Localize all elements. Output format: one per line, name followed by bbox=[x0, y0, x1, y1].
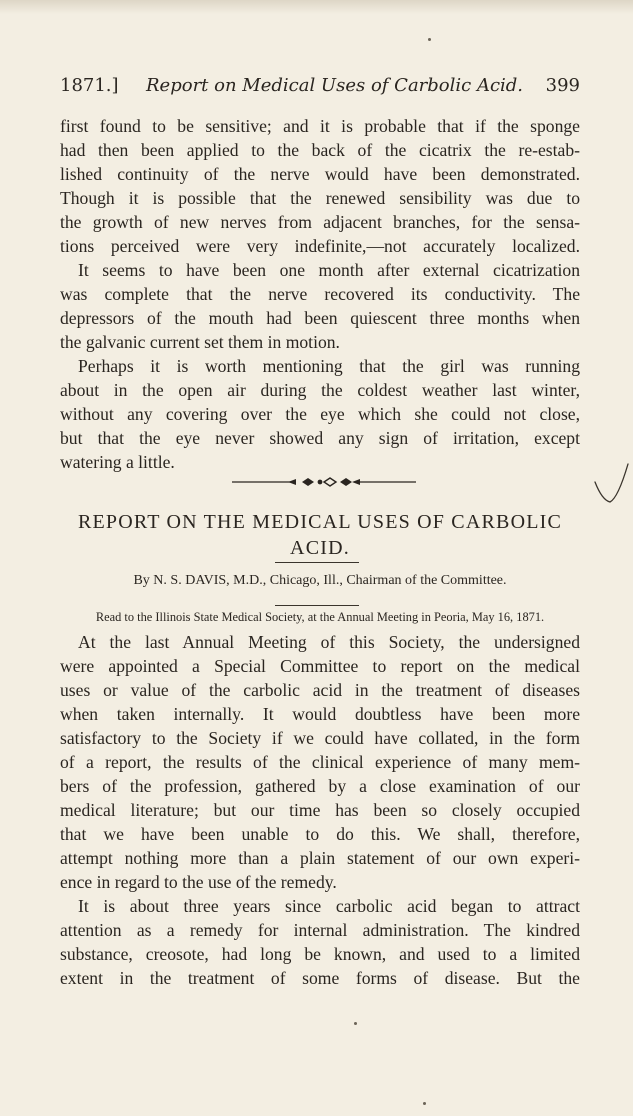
running-header bbox=[60, 72, 580, 100]
text-line: when taken internally. It would doubtless have been more bbox=[60, 704, 580, 724]
text-line: It seems to have been one month after external cicatrization bbox=[78, 260, 580, 280]
text-line: without any covering over the eye which she could not close, bbox=[60, 404, 580, 424]
text-line: Perhaps it is worth mentioning that the girl was running bbox=[78, 356, 580, 376]
paper-speck bbox=[354, 1022, 357, 1025]
text-line: satisfactory to the Society if we could have collated, in the form bbox=[60, 728, 580, 748]
article-title-line-2: ACID. bbox=[290, 537, 350, 559]
header-year: 1871.] bbox=[60, 75, 119, 96]
margin-check-mark-icon bbox=[592, 460, 632, 510]
text-line: the galvanic current set them in motion. bbox=[60, 332, 340, 352]
text-line: bers of the profession, gathered by a close examination of our bbox=[60, 776, 580, 796]
text-line: were appointed a Special Committee to report on the medical bbox=[60, 656, 580, 676]
text-line: about in the open air during the coldest weather last winter, bbox=[60, 380, 580, 400]
read-note: Read to the Illinois State Medical Society, at the Annual Meeting in Peoria, May 16, 1871. bbox=[95, 610, 545, 624]
text-line: extent in the treatment of some forms of disease. But the bbox=[60, 968, 580, 988]
text-line: medical literature; but our time has been so closely occupied bbox=[60, 800, 580, 820]
page-top-edge bbox=[0, 0, 633, 14]
article-title-line-1: REPORT ON THE MEDICAL USES OF CARBOLIC bbox=[77, 511, 563, 533]
text-line: Though it is possible that the renewed sensibility was due to bbox=[60, 188, 580, 208]
text-line: but that the eye never showed any sign of irritation, except bbox=[60, 428, 580, 448]
text-line: attention as a remedy for internal administration. The kindred bbox=[60, 920, 580, 940]
text-line: attempt nothing more than a plain statement of our own experi- bbox=[60, 848, 580, 868]
running-title: Report on Medical Uses of Carbolic Acid. bbox=[146, 75, 524, 96]
text-line: was complete that the nerve recovered its conductivity. The bbox=[60, 284, 580, 304]
text-line: ence in regard to the use of the remedy. bbox=[60, 872, 337, 892]
text-line: depressors of the mouth had been quiescent three months when bbox=[60, 308, 580, 328]
text-line: of a report, the results of the clinical experience of many mem- bbox=[60, 752, 580, 772]
text-line: watering a little. bbox=[60, 452, 175, 472]
text-line: had then been applied to the back of the cicatrix the re-estab- bbox=[60, 140, 580, 160]
text-line: that we have been unable to do this. We shall, therefore, bbox=[60, 824, 580, 844]
article-author: By N. S. DAVIS, M.D., Chicago, Ill., Chairman of the Committee. bbox=[133, 573, 507, 588]
divider-ornament-icon bbox=[232, 474, 416, 490]
paper-speck bbox=[423, 1102, 426, 1105]
text-line: lished continuity of the nerve would have been demonstrated. bbox=[60, 164, 580, 184]
text-line: the growth of new nerves from adjacent branches, for the sensa- bbox=[60, 212, 580, 232]
title-rule bbox=[275, 562, 359, 563]
text-line: tions perceived were very indefinite,—not accurately localized. bbox=[60, 236, 580, 256]
text-line: first found to be sensitive; and it is probable that if the sponge bbox=[60, 116, 580, 136]
text-line: At the last Annual Meeting of this Society, the undersigned bbox=[78, 632, 580, 652]
paper-speck bbox=[428, 38, 431, 41]
text-line: substance, creosote, had long be known, and used to a limited bbox=[60, 944, 580, 964]
text-line: uses or value of the carbolic acid in the treatment of diseases bbox=[60, 680, 580, 700]
page-number: 399 bbox=[545, 75, 580, 96]
text-line: It is about three years since carbolic acid began to attract bbox=[78, 896, 580, 916]
